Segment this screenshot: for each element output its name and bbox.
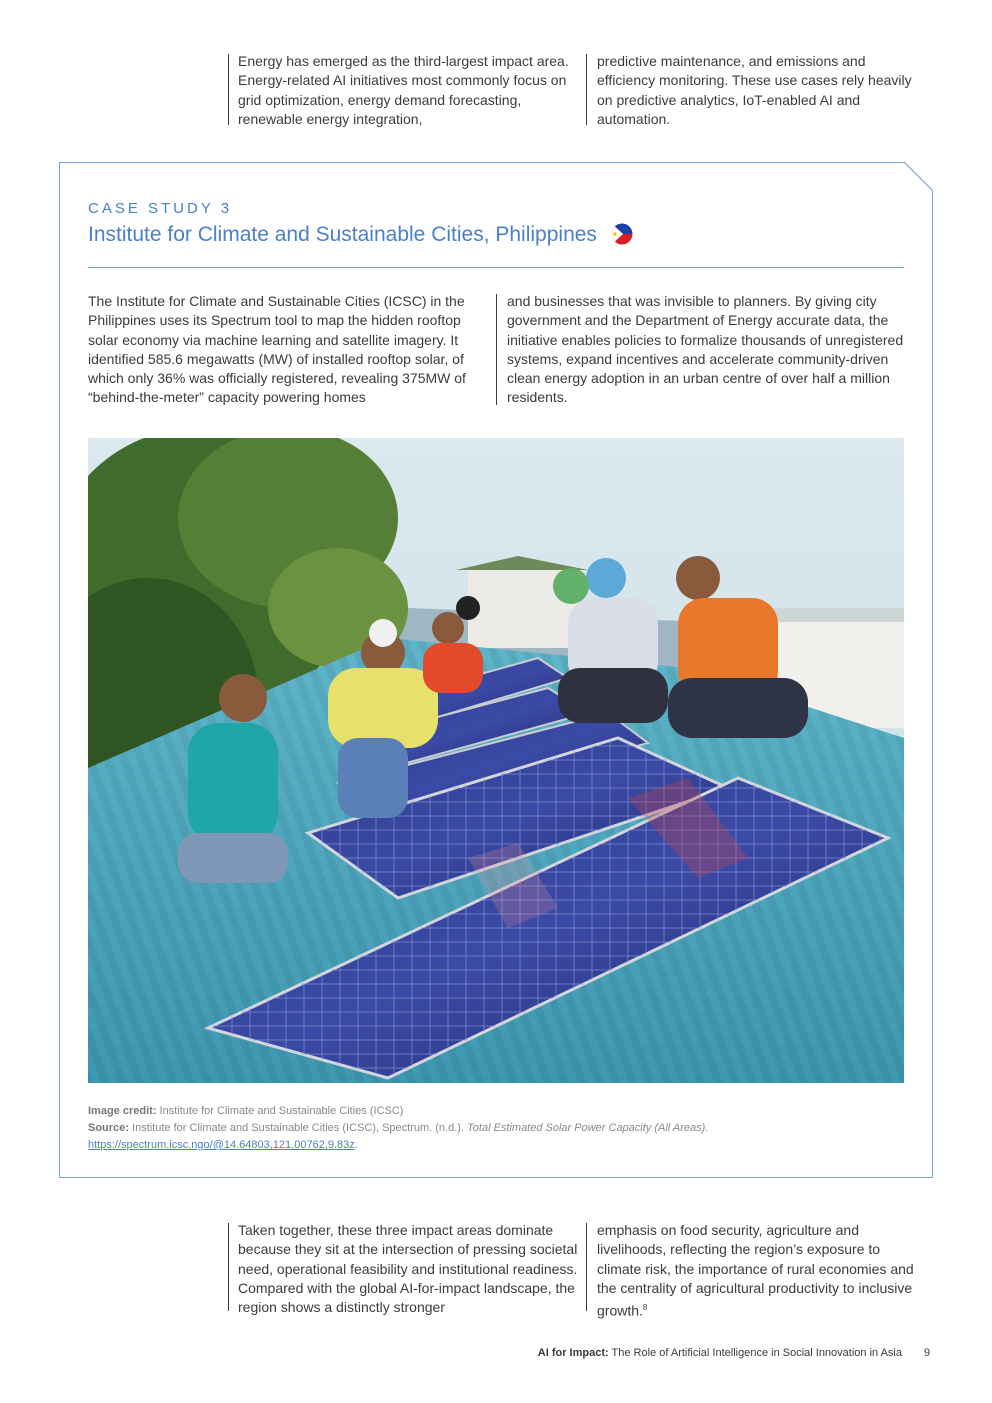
image-credit [88, 1103, 403, 1120]
image-source-text: Institute for Climate and Sustainable Cities (ICSC), Spectrum. (n.d.). [132, 1122, 464, 1134]
footer-title-rest: The Role of Artificial Intelligence in Social Innovation in Asia [611, 1347, 902, 1359]
image-source [88, 1120, 708, 1137]
case-study-title-row [88, 223, 633, 247]
column-divider [586, 54, 587, 125]
image-source-label: Source: [88, 1122, 129, 1134]
source-link-period: . [354, 1139, 358, 1151]
image-source-link-row [88, 1137, 358, 1154]
column-divider [228, 54, 229, 125]
solar-panel-image [88, 438, 904, 1083]
case-study-body-left: The Institute for Climate and Sustainable Cities (ICSC) in the Philippines uses its Spectrum tool to map the hidden rooftop solar economy via machine learning and satellite imagery. It identified 585.6 megawatts (MW) of installed rooftop solar, of which only 36% was officially registered, revealing 375MW of “behind-the-meter” capacity powering homes [88, 293, 466, 406]
closing-right-paragraph [597, 1221, 917, 1321]
title-rule [88, 267, 904, 268]
page-footer [538, 1347, 902, 1359]
intro-left-paragraph: Energy has emerged as the third-largest impact area. Energy-related AI initiatives most commonly focus on grid optimization, energy demand forecasting, renewable energy integration, [238, 53, 569, 127]
case-study-box [59, 162, 933, 1178]
case-study-kicker: CASE STUDY 3 [88, 200, 233, 217]
page-number: 9 [924, 1347, 931, 1359]
image-credit-label: Image credit: [88, 1105, 157, 1117]
intro-right-paragraph: predictive maintenance, and emissions and efficiency monitoring. These use cases rely heavily on predictive analytics, IoT-enabled AI and automation. [597, 53, 912, 127]
case-study-title: Institute for Climate and Sustainable Cities, Philippines [88, 223, 597, 246]
column-divider [228, 1223, 229, 1311]
column-divider [586, 1223, 587, 1311]
case-study-body-right: and businesses that was invisible to planners. By giving city government and the Department of Energy accurate data, the initiative enables policies to formalize thousands of unregistered systems, expand incentives and accelerate community-driven clean energy adoption in an urban centre of over half a million residents. [507, 293, 904, 406]
image-source-title: Total Estimated Solar Power Capacity (All Areas). [467, 1122, 709, 1134]
column-divider [496, 294, 497, 405]
closing-right-text: emphasis on food security, agriculture and livelihoods, reflecting the region’s exposure to climate risk, the importance of rural economies and the centrality of agricultural productivity to inclusive growth. [597, 1222, 914, 1319]
image-credit-text: Institute for Climate and Sustainable Cities (ICSC) [159, 1105, 404, 1117]
source-link[interactable]: https://spectrum.icsc.ngo/@14.64803,121.00762,9.83z [88, 1139, 355, 1151]
footer-title-bold: AI for Impact: [537, 1347, 609, 1359]
closing-left-paragraph: Taken together, these three impact areas dominate because they sit at the intersection of pressing societal need, operational feasibility and institutional readiness. Compared with the global AI-for-impact landscape, the region shows a distinctly stronger [238, 1222, 578, 1316]
solar-installation-photo [88, 438, 904, 1083]
philippines-flag-icon [611, 223, 633, 245]
footnote-marker: 8 [642, 1303, 648, 1313]
